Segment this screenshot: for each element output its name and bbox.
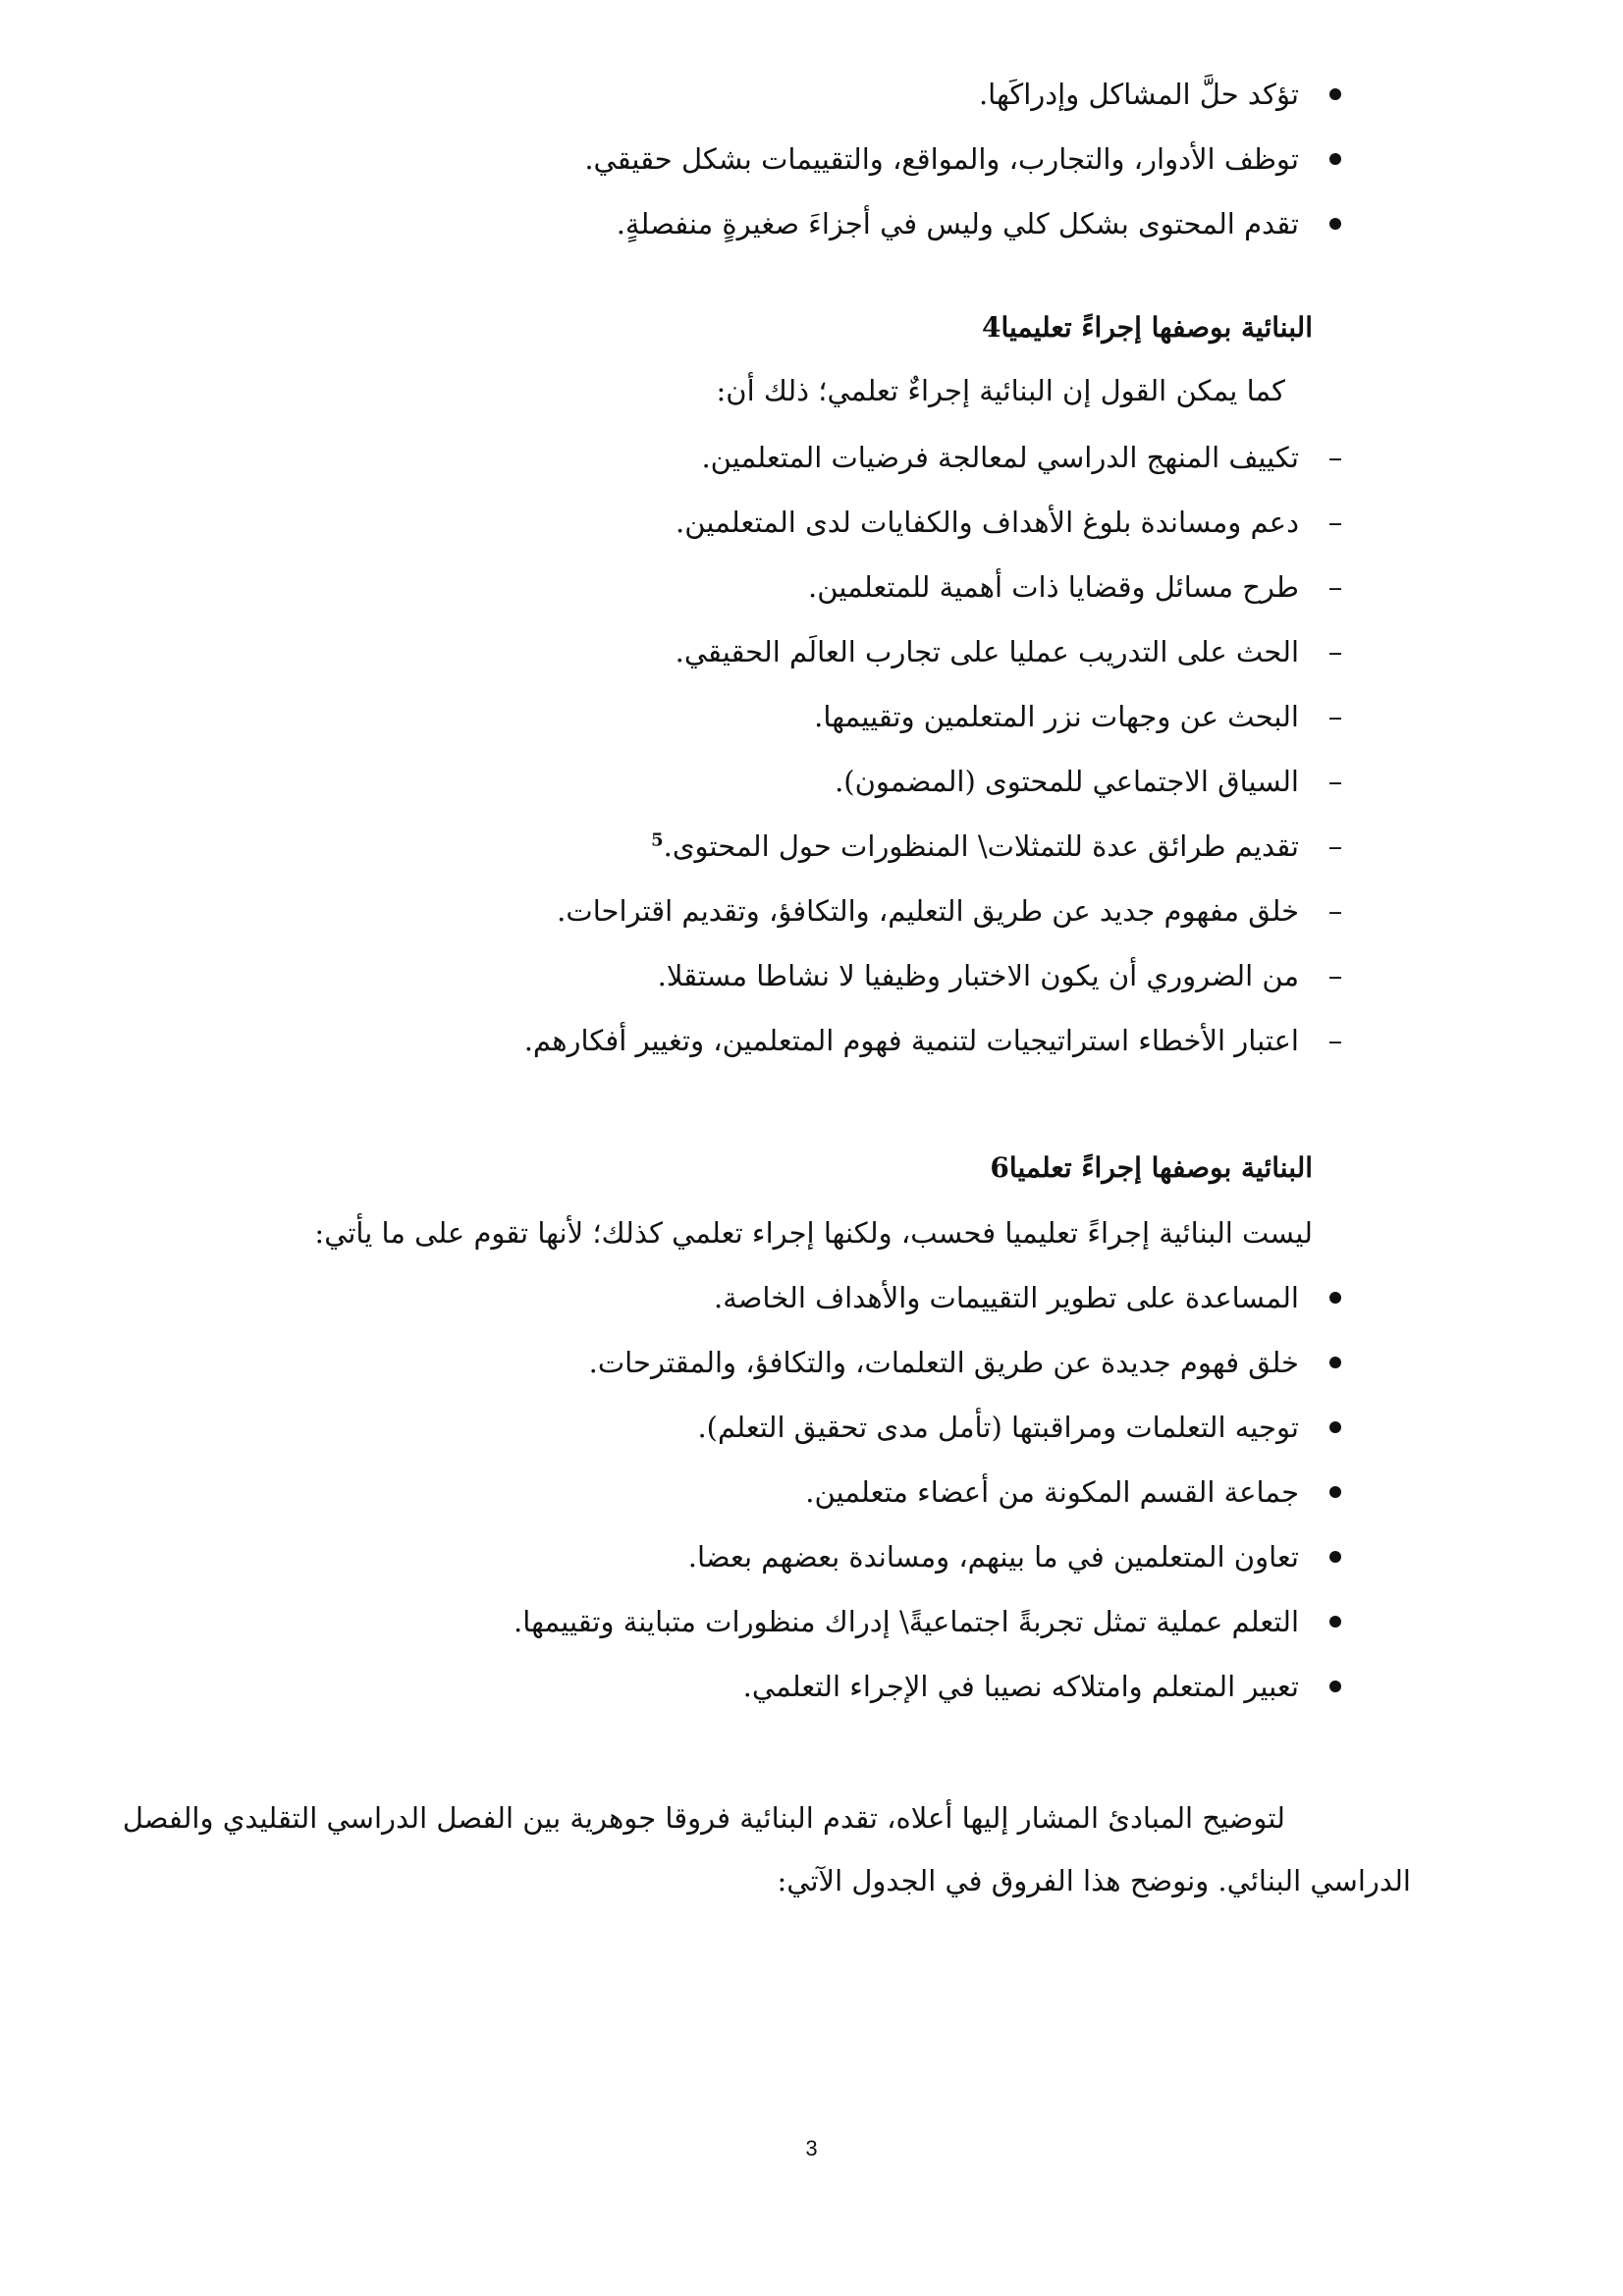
closing-paragraph-line-2: الدراسي البنائي. ونوضح هذا الفروق في الجدول الآتي: [777, 1864, 1411, 1897]
section-teaching-heading: البنائية بوصفها إجراءً تعليميا4 [981, 311, 1313, 344]
bullet-dot-icon [1321, 1343, 1350, 1382]
intro-bullet-item [979, 75, 1299, 114]
dash-icon: – [1327, 570, 1343, 604]
learning-list-item [697, 1408, 1299, 1447]
learning-list-text: تعاون المتعلمين في ما بينهم، ومساندة بعضهم بعضا. [687, 1540, 1299, 1574]
learning-list-item [743, 1667, 1299, 1706]
intro-bullet-item [617, 204, 1299, 243]
learning-list-text: جماعة القسم المكونة من أعضاء متعلمين. [805, 1475, 1299, 1509]
teaching-list-text: البحث عن وجهات نزر المتعلمين وتقييمها. [814, 700, 1299, 733]
teaching-list-text: الحث على التدريب عمليا على تجارب العالَم الحقيقي. [675, 635, 1299, 668]
section-learning-heading: البنائية بوصفها إجراءً تعلميا6 [990, 1151, 1313, 1184]
bullet-dot-icon [1321, 139, 1350, 179]
intro-bullet-text: تؤكد حلَّ المشاكل وإدراكَها. [978, 78, 1299, 111]
teaching-list-item [675, 632, 1343, 671]
teaching-list-text: اعتبار الأخطاء استراتيجيات لتنمية فهوم المتعلمين، وتغيير أفكارهم. [523, 1024, 1299, 1057]
teaching-list-text: من الضروري أن يكون الاختبار وظيفيا لا نشاطا مستقلا. [657, 959, 1299, 992]
dash-icon: – [1327, 506, 1343, 539]
teaching-list-text: خلق مفهوم جديد عن طريق التعليم، والتكافؤ، وتقديم اقتراحات. [557, 894, 1299, 928]
bullet-dot-icon [1321, 204, 1350, 243]
bullet-dot-icon [1321, 1472, 1350, 1512]
bullet-dot-icon [1321, 1602, 1350, 1641]
teaching-list-text: تكييف المنهج الدراسي لمعالجة فرضيات المتعلمين. [701, 441, 1299, 474]
teaching-list-item [557, 891, 1343, 931]
learning-list-text: التعلم عملية تمثل تجربةً اجتماعيةً\ إدراك منظورات متباينة وتقييمها. [514, 1605, 1299, 1638]
learning-list-item [589, 1343, 1299, 1382]
learning-list-item [514, 1602, 1299, 1641]
teaching-list-item [657, 956, 1343, 995]
teaching-list-item [814, 697, 1343, 736]
section-teaching-intro [717, 371, 1313, 410]
learning-list-text: خلق فهوم جديدة عن طريق التعلمات، والتكافؤ، والمقترحات. [588, 1346, 1299, 1379]
dash-icon: – [1327, 441, 1343, 474]
dash-icon: – [1327, 959, 1343, 992]
section-learning-intro: ليست البنائية إجراءً تعليميا فحسب، ولكنها إجراء تعلمي كذلك؛ لأنها تقوم على ما يأتي: [314, 1216, 1313, 1250]
bullet-dot-icon [1321, 1278, 1350, 1317]
dash-icon: – [1327, 829, 1343, 863]
page-number: 3 [805, 2136, 818, 2161]
section-teaching-intro-text: كما يمكن القول إن البنائية إجراءٌ تعلمي؛ ذلك أن: [716, 374, 1285, 407]
learning-list-text: توجيه التعلمات ومراقبتها (تأمل مدى تحقيق التعلم). [697, 1411, 1299, 1444]
intro-bullet-text: توظف الأدوار، والتجارب، والمواقع، والتقييمات بشكل حقيقي. [584, 142, 1299, 176]
learning-list-text: المساعدة على تطوير التقييمات والأهداف الخاصة. [714, 1281, 1299, 1314]
bullet-dot-icon [1321, 1667, 1350, 1706]
intro-bullet-item [584, 139, 1299, 179]
footnote-mark: 5 [651, 829, 664, 851]
learning-list-item [805, 1472, 1299, 1512]
bullet-dot-icon [1321, 75, 1350, 114]
teaching-list-item [808, 567, 1343, 607]
intro-bullet-text: تقدم المحتوى بشكل كلي وليس في أجزاءَ صغيرةٍ منفصلةٍ. [616, 207, 1299, 240]
teaching-list-item [523, 1021, 1343, 1060]
dash-icon: – [1327, 1024, 1343, 1057]
dash-icon: – [1327, 894, 1343, 928]
dash-icon: – [1327, 635, 1343, 668]
teaching-list-item [651, 827, 1343, 866]
teaching-list-item [676, 503, 1343, 542]
bullet-dot-icon [1321, 1537, 1350, 1576]
closing-line-1-text: لتوضيح المبادئ المشار إليها أعلاه، تقدم البنائية فروقا جوهرية بين الفصل الدراسي التقليدي والفصل [122, 1801, 1285, 1835]
teaching-list-item [835, 762, 1343, 801]
teaching-list-text: تقديم طرائق عدة للتمثلات\ المنظورات حول المحتوى. [663, 829, 1299, 863]
learning-list-item [688, 1537, 1299, 1576]
teaching-list-text: طرح مسائل وقضايا ذات أهمية للمتعلمين. [808, 570, 1299, 604]
teaching-list-text: دعم ومساندة بلوغ الأهداف والكفايات لدى المتعلمين. [676, 506, 1299, 539]
teaching-list-item [701, 438, 1343, 477]
bullet-dot-icon [1321, 1408, 1350, 1447]
dash-icon: – [1327, 765, 1343, 798]
dash-icon: – [1327, 700, 1343, 733]
closing-paragraph-line-1 [123, 1798, 1313, 1838]
teaching-list-text: السياق الاجتماعي للمحتوى (المضمون). [835, 765, 1299, 798]
learning-list-item [714, 1278, 1299, 1317]
learning-list-text: تعبير المتعلم وامتلاكه نصيبا في الإجراء التعلمي. [742, 1670, 1299, 1703]
